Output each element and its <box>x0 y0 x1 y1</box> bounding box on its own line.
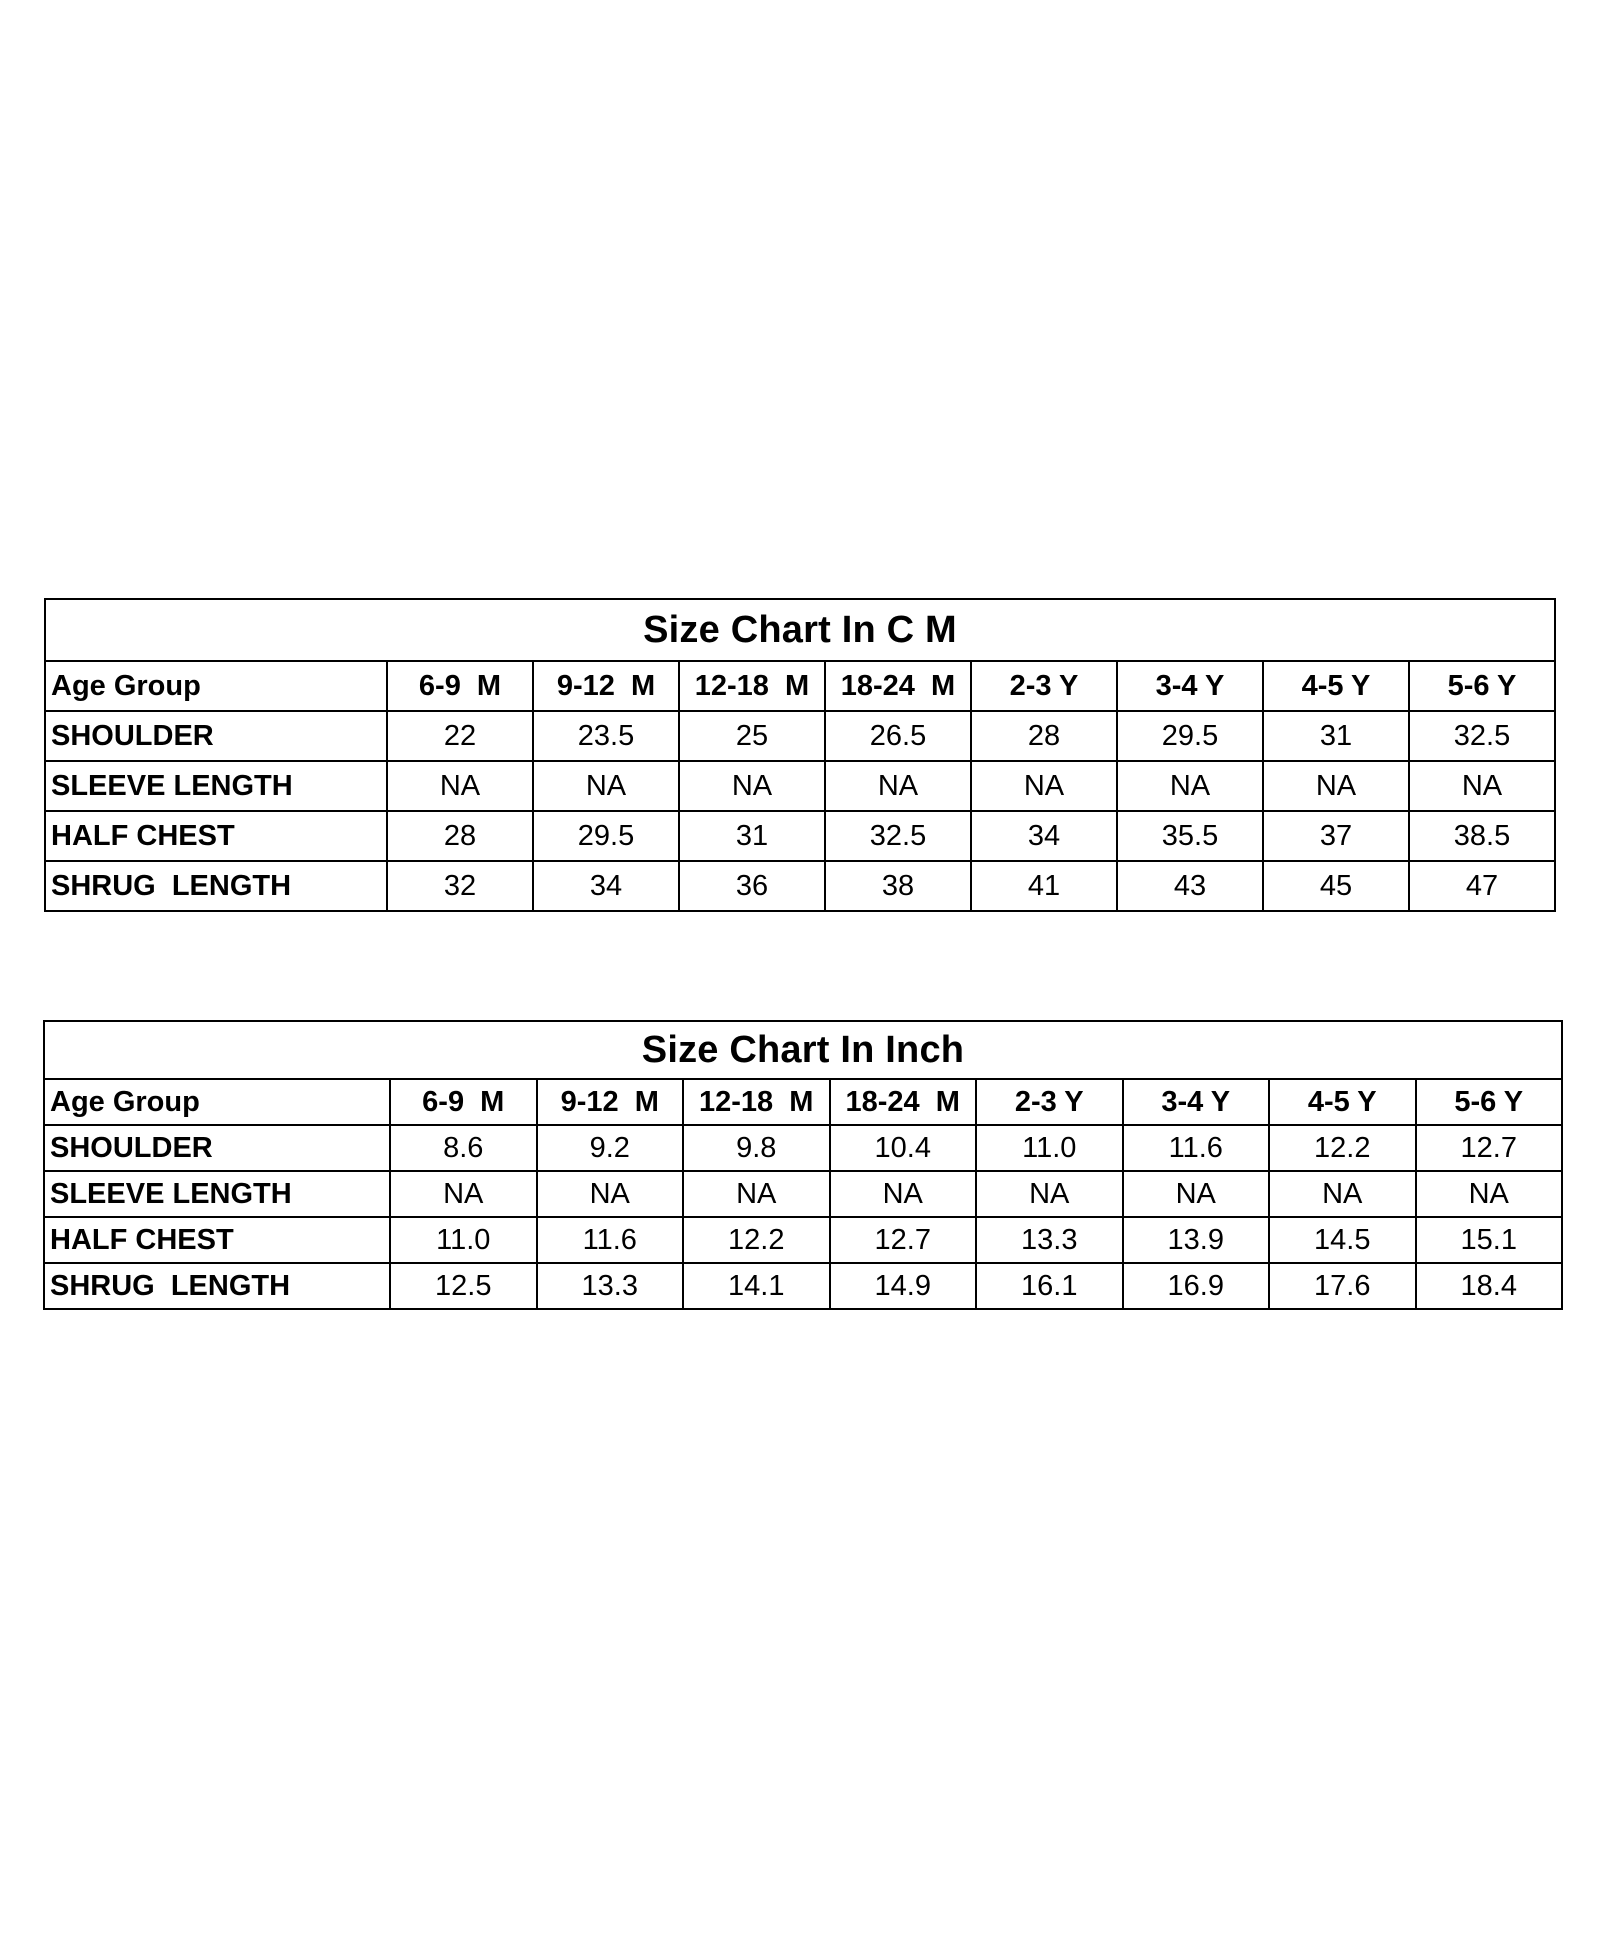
table-cell: 8.6 <box>390 1125 537 1171</box>
table-cell: 32.5 <box>825 811 971 861</box>
size-chart-cm-table <box>44 598 1556 912</box>
table-cell: 28 <box>971 711 1117 761</box>
table-cell: 12.7 <box>830 1217 977 1263</box>
age-column-header: 4-5 Y <box>1269 1079 1416 1125</box>
table-row <box>44 1263 1562 1309</box>
table-cell: 34 <box>971 811 1117 861</box>
table-title-row <box>45 599 1555 661</box>
table-cell: NA <box>971 761 1117 811</box>
age-column-header: 12-18 M <box>683 1079 830 1125</box>
table-title: Size Chart In C M <box>45 599 1555 661</box>
table-cell: 34 <box>533 861 679 911</box>
table-cell: NA <box>387 761 533 811</box>
table-cell: 14.5 <box>1269 1217 1416 1263</box>
table-cell: 26.5 <box>825 711 971 761</box>
row-label: SLEEVE LENGTH <box>44 1171 390 1217</box>
age-column-header: 6-9 M <box>390 1079 537 1125</box>
table-cell: 17.6 <box>1269 1263 1416 1309</box>
table-cell: 41 <box>971 861 1117 911</box>
table-cell: 43 <box>1117 861 1263 911</box>
table-row <box>44 1217 1562 1263</box>
table-cell: 12.5 <box>390 1263 537 1309</box>
table-cell: 47 <box>1409 861 1555 911</box>
table-cell: NA <box>976 1171 1123 1217</box>
table-row <box>45 761 1555 811</box>
table-title: Size Chart In Inch <box>44 1021 1562 1079</box>
table-cell: 13.3 <box>976 1217 1123 1263</box>
age-column-header: 9-12 M <box>537 1079 684 1125</box>
table-cell: 10.4 <box>830 1125 977 1171</box>
table-cell: 45 <box>1263 861 1409 911</box>
size-chart-inch-table <box>43 1020 1563 1310</box>
table-cell: 12.2 <box>683 1217 830 1263</box>
table-cell: NA <box>1416 1171 1563 1217</box>
table-cell: 12.7 <box>1416 1125 1563 1171</box>
table-cell: NA <box>1117 761 1263 811</box>
age-column-header: 18-24 M <box>830 1079 977 1125</box>
table-cell: 11.6 <box>537 1217 684 1263</box>
age-column-header: 5-6 Y <box>1416 1079 1563 1125</box>
row-label: SLEEVE LENGTH <box>45 761 387 811</box>
table-cell: 32.5 <box>1409 711 1555 761</box>
table-cell: 9.8 <box>683 1125 830 1171</box>
table-cell: NA <box>825 761 971 811</box>
age-column-header: 18-24 M <box>825 661 971 711</box>
age-column-header: 3-4 Y <box>1123 1079 1270 1125</box>
table-cell: 14.9 <box>830 1263 977 1309</box>
table-row <box>45 861 1555 911</box>
table-cell: 29.5 <box>1117 711 1263 761</box>
header-label: Age Group <box>44 1079 390 1125</box>
table-cell: 16.9 <box>1123 1263 1270 1309</box>
table-row <box>45 711 1555 761</box>
table-cell: 36 <box>679 861 825 911</box>
age-column-header: 2-3 Y <box>976 1079 1123 1125</box>
table-cell: 25 <box>679 711 825 761</box>
table-row <box>45 811 1555 861</box>
table-cell: 11.6 <box>1123 1125 1270 1171</box>
header-row <box>45 661 1555 711</box>
table-title-row <box>44 1021 1562 1079</box>
table-cell: NA <box>683 1171 830 1217</box>
header-row <box>44 1079 1562 1125</box>
row-label: HALF CHEST <box>44 1217 390 1263</box>
table-cell: NA <box>1263 761 1409 811</box>
age-column-header: 3-4 Y <box>1117 661 1263 711</box>
row-label: SHOULDER <box>44 1125 390 1171</box>
table-cell: 31 <box>1263 711 1409 761</box>
table-cell: 32 <box>387 861 533 911</box>
row-label: HALF CHEST <box>45 811 387 861</box>
row-label: SHRUG LENGTH <box>45 861 387 911</box>
age-column-header: 6-9 M <box>387 661 533 711</box>
table-cell: 13.3 <box>537 1263 684 1309</box>
table-cell: 15.1 <box>1416 1217 1563 1263</box>
table-cell: 9.2 <box>537 1125 684 1171</box>
table-cell: 31 <box>679 811 825 861</box>
table-cell: 11.0 <box>390 1217 537 1263</box>
table-cell: NA <box>1269 1171 1416 1217</box>
table-cell: 38.5 <box>1409 811 1555 861</box>
table-row <box>44 1171 1562 1217</box>
table-cell: 23.5 <box>533 711 679 761</box>
table-cell: NA <box>1409 761 1555 811</box>
table-cell: 13.9 <box>1123 1217 1270 1263</box>
table-cell: 18.4 <box>1416 1263 1563 1309</box>
table-cell: NA <box>679 761 825 811</box>
table-cell: 28 <box>387 811 533 861</box>
table-cell: 11.0 <box>976 1125 1123 1171</box>
age-column-header: 9-12 M <box>533 661 679 711</box>
table-cell: 16.1 <box>976 1263 1123 1309</box>
table-cell: NA <box>533 761 679 811</box>
table-cell: 12.2 <box>1269 1125 1416 1171</box>
table-cell: NA <box>537 1171 684 1217</box>
table-cell: 29.5 <box>533 811 679 861</box>
age-column-header: 4-5 Y <box>1263 661 1409 711</box>
table-cell: 37 <box>1263 811 1409 861</box>
table-cell: 35.5 <box>1117 811 1263 861</box>
row-label: SHOULDER <box>45 711 387 761</box>
age-column-header: 2-3 Y <box>971 661 1117 711</box>
table-cell: NA <box>830 1171 977 1217</box>
header-label: Age Group <box>45 661 387 711</box>
age-column-header: 12-18 M <box>679 661 825 711</box>
table-cell: 22 <box>387 711 533 761</box>
age-column-header: 5-6 Y <box>1409 661 1555 711</box>
table-row <box>44 1125 1562 1171</box>
table-cell: NA <box>390 1171 537 1217</box>
table-cell: 38 <box>825 861 971 911</box>
table-cell: NA <box>1123 1171 1270 1217</box>
table-cell: 14.1 <box>683 1263 830 1309</box>
row-label: SHRUG LENGTH <box>44 1263 390 1309</box>
